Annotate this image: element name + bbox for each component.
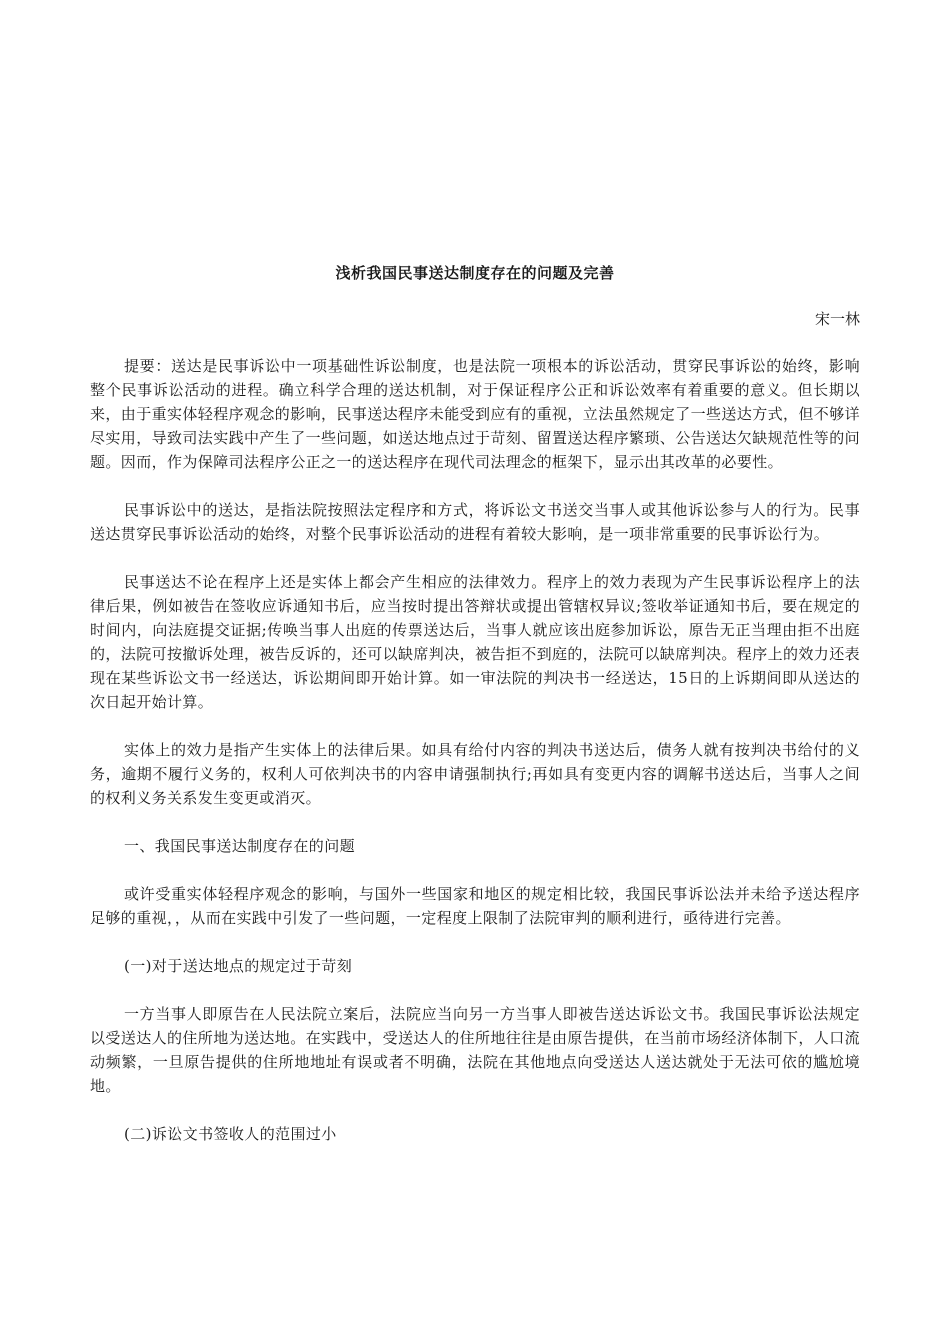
body-paragraph: 民事诉讼中的送达，是指法院按照法定程序和方式，将诉讼文书送交当事人或其他诉讼参与人的行为。民事送达贯穿民事诉讼活动的始终，对整个民事诉讼活动的进程有着较大影响，是一项非常重要的民事诉讼行为。 bbox=[90, 501, 860, 543]
body-paragraph: 民事送达不论在程序上还是实体上都会产生相应的法律效力。程序上的效力表现为产生民事诉讼程序上的法律后果，例如被告在签收应诉通知书后，应当按时提出答辩状或提出管辖权异议;签收举证通知书后，要在规定的时间内，向法庭提交证据;传唤当事人出庭的传票送达后，当事人就应该出庭参加诉讼，原告无正当理由拒不出庭的，法院可按撤诉处理，被告反诉的，还可以缺席判决，被告拒不到庭的，法院可以缺席判决。程序上的效力还表现在某些诉讼文书一经送达，诉讼期间即开始计算。如一审法院的判决书一经送达，15日的上诉期间即从送达的次日起开始计算。 bbox=[90, 573, 861, 711]
section-heading: 一、我国民事送达制度存在的问题 bbox=[124, 837, 356, 855]
body-paragraph: 或许受重实体轻程序观念的影响，与国外一些国家和地区的规定相比较，我国民事诉讼法并未给予送达程序足够的重视，，从而在实践中引发了一些问题，一定程度上限制了法院审判的顺利进行，亟待进行完善。 bbox=[90, 885, 860, 927]
document-author: 宋一林 bbox=[814, 310, 860, 328]
subsection-heading: (二)诉讼文书签收人的范围过小 bbox=[124, 1125, 337, 1143]
document-page bbox=[90, 262, 860, 1170]
abstract-paragraph: 提要：送达是民事诉讼中一项基础性诉讼制度，也是法院一项根本的诉讼活动，贯穿民事诉讼的始终，影响整个民事诉讼活动的进程。确立科学合理的送达机制，对于保证程序公正和诉讼效率有着重要的意义。但长期以来，由于重实体轻程序观念的影响，民事送达程序未能受到应有的重视，立法虽然规定了一些送达方式，但不够详尽实用，导致司法实践中产生了一些问题，如送达地点过于苛刻、留置送达程序繁琐、公告送达欠缺规范性等的问题。因而，作为保障司法程序公正之一的送达程序在现代司法理念的框架下，显示出其改革的必要性。 bbox=[90, 357, 861, 471]
subsection-heading: (一)对于送达地点的规定过于苛刻 bbox=[124, 957, 353, 975]
body-paragraph: 一方当事人即原告在人民法院立案后，法院应当向另一方当事人即被告送达诉讼文书。我国民事诉讼法规定以受送达人的住所地为送达地。在实践中，受送达人的住所地往往是由原告提供，在当前市场经济体制下，人口流动频繁，一旦原告提供的住所地地址有误或者不明确，法院在其他地点向受送达人送达就处于无法可依的尴尬境地。 bbox=[90, 1005, 861, 1095]
document-title: 浅析我国民事送达制度存在的问题及完善 bbox=[335, 264, 615, 282]
body-paragraph: 实体上的效力是指产生实体上的法律后果。如具有给付内容的判决书送达后，债务人就有按判决书给付的义务，逾期不履行义务的，权利人可依判决书的内容申请强制执行;再如具有变更内容的调解书送达后，当事人之间的权利义务关系发生变更或消灭。 bbox=[90, 741, 860, 807]
